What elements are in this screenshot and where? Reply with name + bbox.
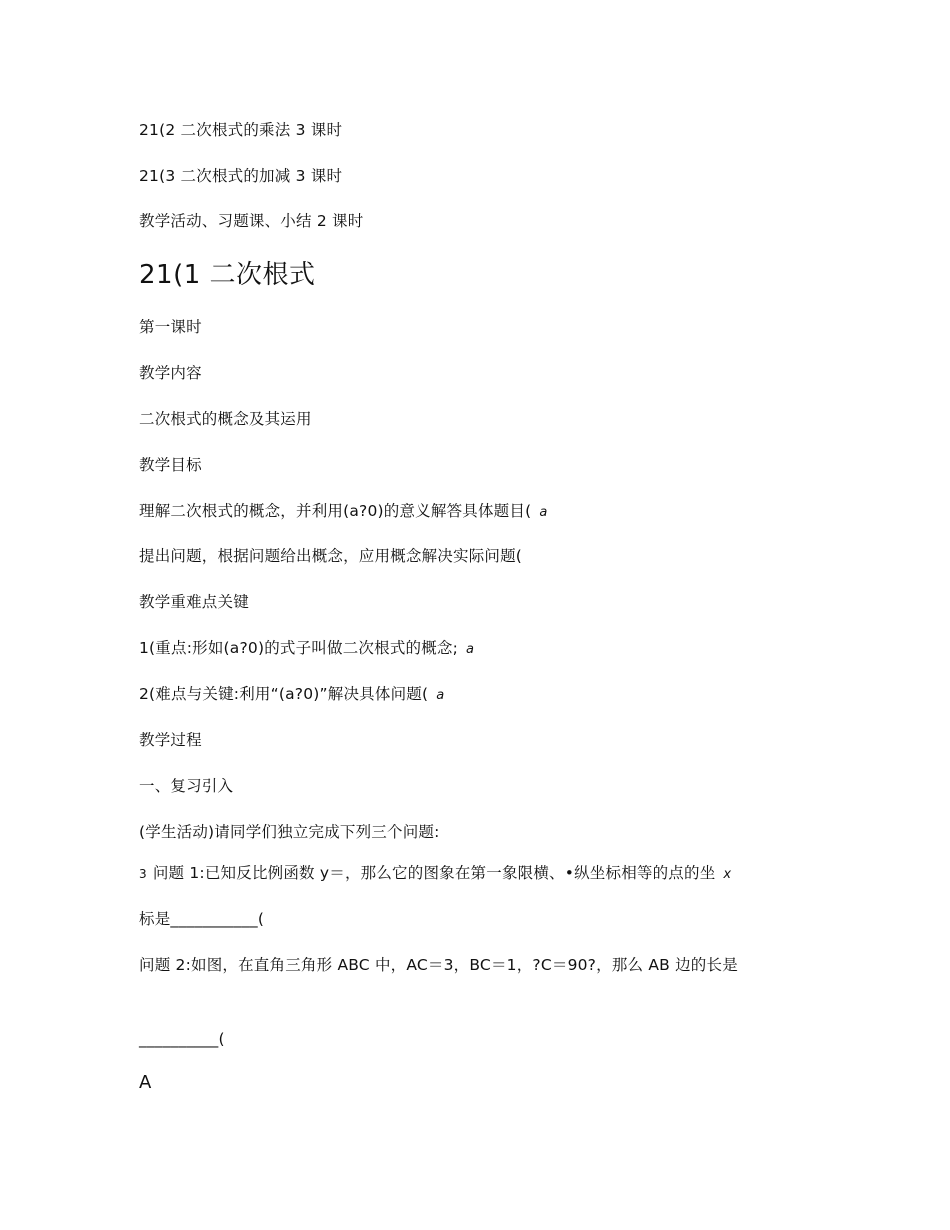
text-line-lesson-21-2: 21(2 二次根式的乘法 3 课时 [139, 121, 343, 139]
text-line-key-point-1 [139, 638, 474, 660]
text-line-activities: 教学活动、习题课、小结 2 课时 [139, 212, 364, 230]
question-1-text: 问题 1:已知反比例函数 y＝，那么它的图象在第一象限横、•纵坐标相等的点的坐 [152, 864, 716, 882]
text-line-review-intro: 一、复习引入 [139, 777, 234, 795]
text-line-question-1 [139, 863, 731, 885]
goal-1-var-a: a [539, 505, 548, 520]
key-point-1-text: 1(重点:形如(a?0)的式子叫做二次根式的概念; [139, 639, 459, 657]
section-heading: 21(1 二次根式 [139, 260, 316, 290]
text-line-teaching-content-label: 教学内容 [139, 364, 202, 382]
question-1-prefix: 3 [139, 867, 147, 881]
text-line-first-lesson: 第一课时 [139, 318, 202, 336]
question-1-var-x: x [723, 867, 732, 882]
text-line-key-point-2 [139, 684, 444, 706]
text-line-lesson-21-3: 21(3 二次根式的加减 3 课时 [139, 167, 343, 185]
text-line-key-points-label: 教学重难点关键 [139, 593, 249, 611]
figure-label-a: A [139, 1072, 152, 1093]
text-line-teaching-content: 二次根式的概念及其运用 [139, 410, 312, 428]
text-line-process-label: 教学过程 [139, 731, 202, 749]
text-line-teaching-goals-label: 教学目标 [139, 456, 202, 474]
text-line-goal-1 [139, 501, 548, 523]
key-point-2-var-a: a [436, 688, 445, 703]
text-line-question-2-blank: __________( [139, 1030, 225, 1048]
goal-1-text: 理解二次根式的概念，并利用(a?0)的意义解答具体题目( [139, 502, 532, 520]
text-line-student-activity: (学生活动)请同学们独立完成下列三个问题: [139, 823, 440, 841]
text-line-question-2: 问题 2:如图，在直角三角形 ABC 中，AC＝3，BC＝1，?C＝90?，那么 AB 边的长是 [139, 956, 738, 974]
key-point-2-text: 2(难点与关键:利用“(a?0)”解决具体问题( [139, 685, 429, 703]
text-line-goal-2: 提出问题，根据问题给出概念，应用概念解决实际问题( [139, 547, 523, 565]
key-point-1-var-a: a [466, 642, 475, 657]
text-line-question-1-blank: 标是___________( [139, 910, 265, 928]
